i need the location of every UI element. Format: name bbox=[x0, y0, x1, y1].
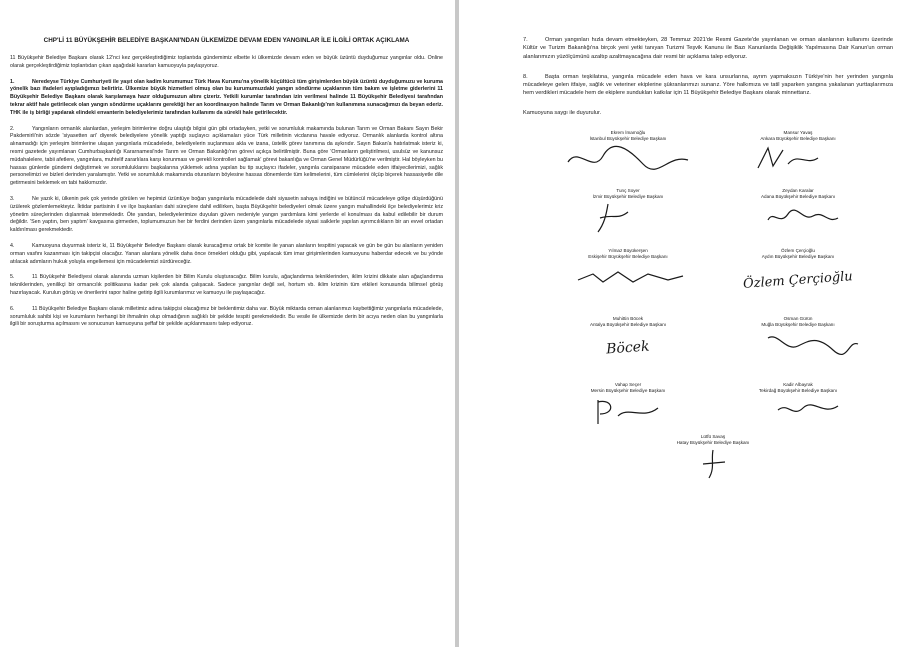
signature-block bbox=[543, 382, 713, 430]
paragraph-text: Ne yazık ki, ülkenin pek çok yerinde görülen ve hepimizi üzüntüye boğan yangınlarla mücadelede dahi siyasetin sahaya indiğini ve bütüncül mücadeleye gölge düşürdüğünü üzülerek gözlemlemekteyiz. İktidar partisinin il ve ilçe başkanları dahi süreçlere dahil edilirken, başta Büyükşehir belediyeleri olmak üzere yangın mahallindeki ilçe belediyelerimiz kriz yönetim süreçlerinden dışlanmak istenmektedir. Öte yandan, belediyelerimize duyulan güven nedeniyle yangın yardımlara kimi yerlerde el konulması da kabul edilebilir bir durum değildir. 'Sen yaptın, ben yaptım' kavgasına girmeden, toplumumuzun her bir ferdini derinden üzen yangınlarla mücadelede siyasi saiklerle yapılan ayrımcılıkların bir an evvel ortadan kaldırılması gerekmektedir. bbox=[10, 195, 443, 234]
signatory-role: Ankara Büyükşehir Belediye Başkanı bbox=[760, 135, 836, 141]
svg-text:Özlem Çerçioğlu: Özlem Çerçioğlu bbox=[742, 268, 854, 292]
signatory-name: Tunç Soyer bbox=[616, 187, 640, 193]
paragraph-number: 1. bbox=[10, 78, 15, 85]
signature-block bbox=[628, 434, 798, 482]
signatory-name: Vahap Seçer bbox=[614, 381, 642, 387]
intro-paragraph: 11 Büyükşehir Belediye Başkanı olarak 12'nci kez gerçekleştirdiğimiz toplantıda gündemimiz elbette ki ülkemizde devam eden ve büyük üzüntü duyduğumuz yangınlar oldu. Online olarak gerçekleştirdiğimiz toplantıdan çıkan aşağıdaki kararları kamuoyuyla paylaşıyoruz. bbox=[10, 55, 443, 69]
signatory-name: Lütfü Savaş bbox=[700, 433, 726, 439]
handwritten-signature bbox=[558, 330, 698, 364]
svg-text:Böcek: Böcek bbox=[605, 338, 651, 358]
signatory-name: Mansur Yavaş bbox=[783, 129, 813, 135]
numbered-paragraph bbox=[10, 274, 443, 297]
numbered-paragraph bbox=[10, 126, 443, 188]
numbered-paragraph bbox=[10, 79, 443, 118]
signatory-role: İstanbul Büyükşehir Belediye Başkanı bbox=[589, 135, 667, 141]
paragraph-text: Yangınların ormanlık alanlardan, yerleşim birimlerine doğru ulaştığı bilgisi gün gibi ortadayken, yetki ve sorumluluk makamında bulunan Tarım ve Orman Bakanı Sayın Bekir Pakdemirli'nin sözde 'siyasetten ari' diyerek belediyelere yönelik yaptığı suçlayıcı açıklamaları yüce Türk milletinin vicdanına havale ediyoruz. Ormanlık alanlarda kontrol altına alınamadığı için yerleşim birimlerine ulaşan yangınlarla mücadelede, belediyelerin suçlanması akla ve izana, üstelik görev tanımına da aykırıdır. Sayın Bakan'a hatırlatmak isteriz ki, resmi gazetede yayımlanan Cumhurbaşkanlığı Kararnamesi'nde Tarım ve Orman Bakanlığı'nın görevi açıkça belirtilmiştir. Buna göre 'Ormanların geliştirilmesi, usulsüz ve kanunsuz müdahalelere, tabii afetlere, yangınlara, muhtelif zararlılara karşı korunması ve gerekli kontrolleri sağlamak' görevi bakanlığa ve Orman Genel Müdürlüğü'ne verilmiştir. Hal böyleyken bu hassas günlerde gündemi değiştirmek ve sorumluluklarını başkalarına yüklemek adına yapılan bu tip suçlayıcı ifadeler, yangınla cansiparane mücadele eden itfaiyecilerimizi, sağlık personelimizi ve bizleri derinden yaralamıştır. Yetki ve sorumluluk makamında oturanların böylesine hassas dönemlerde tüm kelimelerini, tüm cümlelerini ölçüp biçerek hassasiyetle dile getirmesini beklemek en tabi hakkımızdır. bbox=[10, 125, 443, 187]
signatory-role: Muğla Büyükşehir Belediye Başkanı bbox=[761, 321, 835, 327]
paragraph-text: Orman yangınları hızla devam etmekteyken, 28 Temmuz 2021'de Resmi Gazete'de yayınlanan ve orman alanlarının kullanımı üzerinde Kültür ve Turizm Bakanlığı'na birçok yeni yetki tanıyan Turizmi Teşvik Kanunu ile Bazı Kanunlarda Değişiklik Yapılmasına Dair Kanun'un orman alanlarımızın yüzölçümünü azaltıp azaltmayacağına dair resmi bir açıklama talep ediyoruz. bbox=[523, 37, 893, 60]
paragraph-number: 2. bbox=[10, 125, 15, 132]
signature-block bbox=[713, 130, 883, 178]
numbered-paragraph bbox=[523, 36, 893, 61]
numbered-items bbox=[10, 79, 443, 330]
handwritten-signature bbox=[728, 330, 868, 364]
paragraph-number: 5. bbox=[10, 274, 15, 281]
numbered-paragraph bbox=[10, 306, 443, 329]
document-page-2 bbox=[459, 0, 913, 647]
signatory-role: Antalya Büyükşehir Belediye Başkanı bbox=[589, 321, 667, 327]
paragraph-number: 6. bbox=[10, 305, 15, 312]
signatory-role: Aydın Büyükşehir Belediye Başkanı bbox=[761, 253, 835, 259]
paragraph-text: Neredeyse Türkiye Cumhuriyeti ile yaşıt olan kadim kurumumuz Türk Hava Kurumu'na yönelik küçültücü tüm girişimlerden büyük üzüntü duyduğumuzu ve kuruma yönelik bazı ifadeleri ayıpladığımızı belirtiriz. Ülkemize büyük hizmetleri olmuş olan bu kurumumuzdaki yangın söndürme uçaklarının tüm bakım ve işletme giderlerini 11 Büyükşehir Belediye Başkanı olarak karşılamaya hazır olduğumuzun altını çizeriz. Yetkili kurumlar tarafından izin verilmesi halinde 11 Büyükşehir Belediyesi tarafından tekrar aktif hale getirilecek olan yangın söndürme uçaklarını gerektiği her an koordinasyon halinde Tarım ve Orman Bakanlığı'nın kullanımına sunacağımızı da beyan ederiz. THK ile iş birliği yapılarak elindeki envanterin belediyelerimiz tarafından kullanımı da sürekli hale getirilecektir. bbox=[10, 78, 443, 116]
handwritten-signature bbox=[728, 144, 868, 178]
signature-block bbox=[713, 188, 883, 236]
paragraph-text: 11 Büyükşehir Belediyesi olarak alanında uzman kişilerden bir Bilim Kurulu oluşturacağız. Bilim kurulu, ağaçlandırma tekniklerinden, iklim krizini dikkate alan ağaçlandırma tekniklerinden, yenilikçi bir ormancılık politikasına kadar pek çok alanda çalışacak. Sadece yangınlar değil sel, hortum vb. iklim krizinin tüm etkileri konusunda bilimsel görüş hazırlayacak. Kurulun görüş ve önerilerini rapor haline getirip ilgili kurumlarımız ve kamuoyu ile paylaşacağız. bbox=[10, 274, 443, 296]
handwritten-signature bbox=[728, 396, 868, 430]
signature-block bbox=[713, 248, 883, 296]
signatory-name: Yılmaz Büyükerşen bbox=[608, 247, 648, 253]
signatory-role: İzmir Büyükşehir Belediye Başkanı bbox=[592, 193, 664, 199]
signature-block bbox=[543, 188, 713, 236]
paragraph-number: 8. bbox=[523, 73, 528, 80]
numbered-paragraph bbox=[523, 73, 893, 98]
signatory-role: Eskişehir Büyükşehir Belediye Başkanı bbox=[588, 253, 668, 259]
paragraph-number: 3. bbox=[10, 195, 15, 202]
signatory-name: Kadir Albayrak bbox=[783, 381, 813, 387]
signatory-name: Osman Gürün bbox=[783, 315, 813, 321]
signatory-role: Adana Büyükşehir Belediye Başkanı bbox=[760, 193, 836, 199]
handwritten-signature bbox=[728, 202, 868, 236]
signatory-name: Ekrem İmamoğlu bbox=[610, 129, 646, 135]
signatory-name: Zeydan Karalar bbox=[782, 187, 814, 193]
signatory-name: Özlem Çerçioğlu bbox=[781, 247, 815, 253]
paragraph-text: Başta orman teşkilatına, yangınla mücadele eden hava ve kara unsurlarına, ayrım yapmaksızın Türkiye'nin her yerinden yangınla mücadeleye gelen itfaiye, sağlık ve veteriner ekiplerine şükranlarımızı sunarız. Yöre halkımıza ve tatil yaparken yangına yakalanan yurttaşlarımıza hem verdikleri mücadele hem de ekiplere sundukları katkılar için 11 Büyükşehir Belediye Başkanı olarak minnettarız. bbox=[523, 73, 893, 97]
handwritten-signature bbox=[558, 262, 698, 296]
signature-block bbox=[543, 316, 713, 364]
signature-grid bbox=[523, 130, 893, 600]
handwritten-signature bbox=[558, 144, 698, 178]
signatory-role: Mersin Büyükşehir Belediye Başkanı bbox=[590, 387, 666, 393]
paragraph-number: 4. bbox=[10, 242, 15, 249]
document-title: CHP'Lİ 11 BÜYÜKŞEHİR BELEDİYE BAŞKANI'NDAN ÜLKEMİZDE DEVAM EDEN YANGINLAR İLE İLGİLİ ORTAK AÇIKLAMA bbox=[43, 37, 410, 44]
handwritten-signature bbox=[558, 396, 698, 430]
paragraph-text: 11 Büyükşehir Belediye Başkanı olarak milletimiz adına takipçisi olacağımız bir beklentimiz daha var. Büyük miktarda orman alanlarımızı kaybettiğimiz yangınlarla mücadelede, sorumluluk sahibi kişi ve kurumların herhangi bir ihmalinin olup olmadığının sağlıklı bir şekilde tespiti gerekmektedir. Bu vesile ile ülkemizde derin bir acıya neden olan bu yangınlarla ilgili bir soruşturma açılmasını ve sonucunun kamuoyuna şeffaf bir şekilde açıklanmasını talep ediyoruz. bbox=[10, 305, 443, 328]
signature-block bbox=[543, 248, 713, 296]
numbered-paragraph bbox=[10, 243, 443, 266]
handwritten-signature bbox=[728, 262, 868, 296]
numbered-items-continued bbox=[523, 36, 893, 98]
signatory-name: Muhittin Böcek bbox=[612, 315, 644, 321]
signature-block bbox=[713, 382, 883, 430]
numbered-paragraph bbox=[10, 196, 443, 235]
document-page-1 bbox=[0, 0, 455, 647]
signature-block bbox=[543, 130, 713, 178]
closing-line: Kamuoyuna saygı ile duyurulur. bbox=[523, 109, 602, 116]
signatory-role: Hatay Büyükşehir Belediye Başkanı bbox=[676, 439, 750, 445]
signature-block bbox=[713, 316, 883, 364]
paragraph-text: Kamuoyuna duyurmak isteriz ki, 11 Büyükşehir Belediye Başkanı olarak kuracağımız ortak bir komite ile yanan alanların tespitini yapacak ve gün be gün bu alanların yeniden orman vasfını kazanması için takipçisi olacağız. Yanan alanlara yönelik daha önce örnekleri olduğu gibi, yapılacak tüm imar girişimlerinden kamuoyunu haberdar edecek ve bu yönde atılacak adımların hukuk yoluyla engellemesi için mücadelemizi sürdüreceğiz. bbox=[10, 242, 443, 265]
handwritten-signature bbox=[643, 448, 783, 482]
paragraph-number: 7. bbox=[523, 37, 528, 43]
signatory-role: Tekirdağ Büyükşehir Belediye Başkanı bbox=[758, 387, 838, 393]
handwritten-signature bbox=[558, 202, 698, 236]
